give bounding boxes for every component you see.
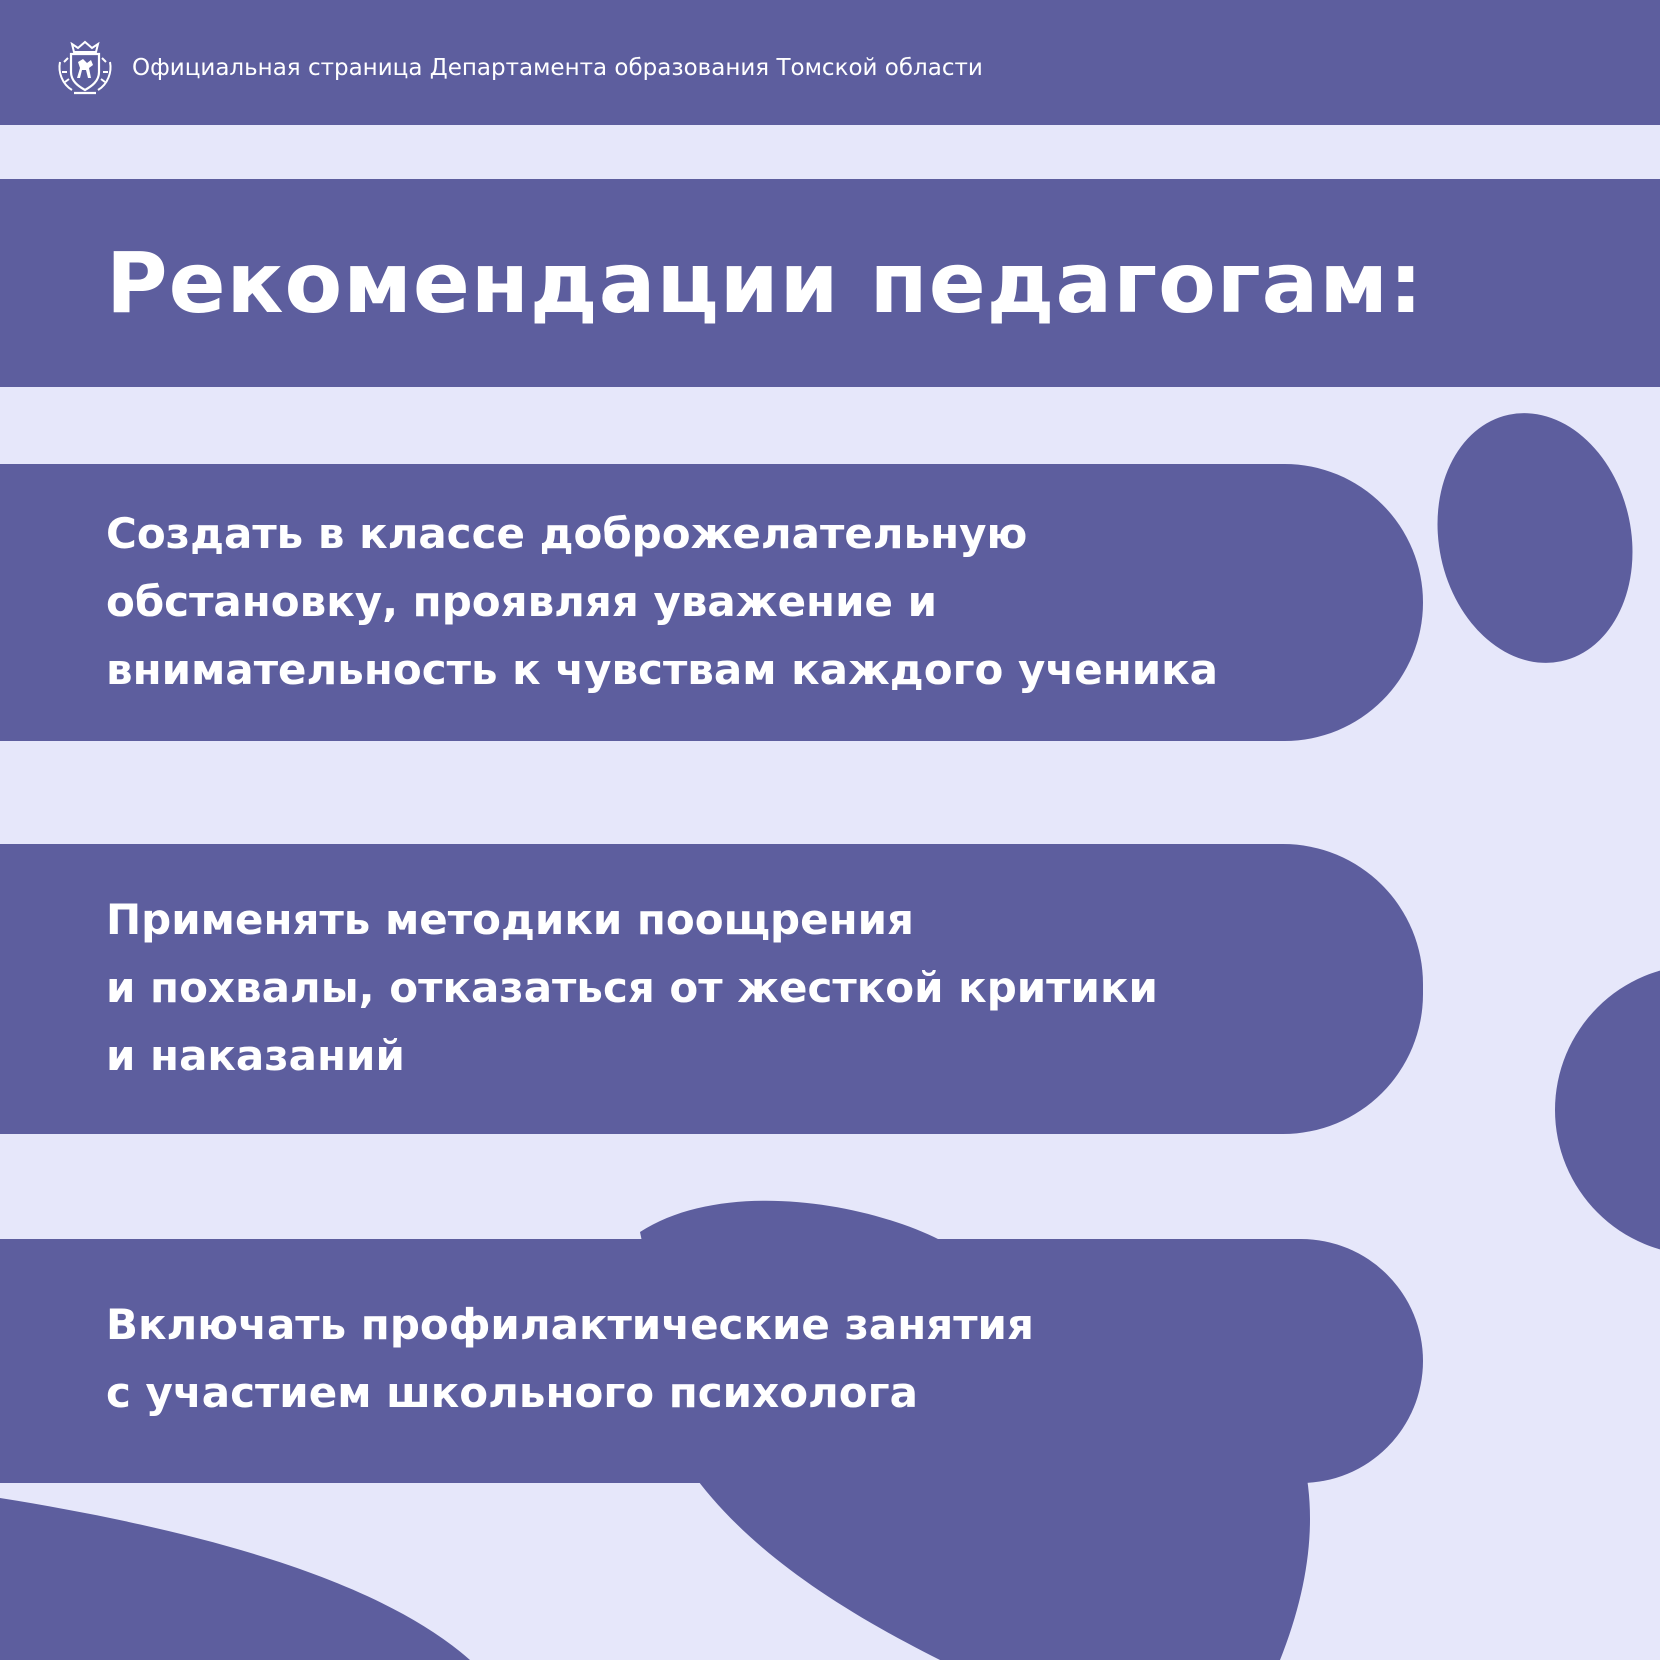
- header-bar: [0, 0, 1660, 125]
- title-band: [0, 179, 1660, 387]
- recommendation-card: [0, 844, 1423, 1134]
- tomsk-coat-of-arms-icon: [54, 38, 116, 100]
- recommendation-text: Создать в классе доброжелательную обстановку, проявляя уважение и внимательность к чувствам каждого ученика: [106, 509, 1218, 694]
- decor-blob-bottom-left: [0, 1498, 470, 1660]
- recommendation-card: [0, 1239, 1423, 1483]
- header-text: Официальная страница Департамента образования Томской области: [132, 55, 983, 81]
- recommendation-card: [0, 464, 1423, 741]
- recommendation-text: Применять методики поощрения и похвалы, отказаться от жесткой критики и наказаний: [106, 895, 1158, 1080]
- decor-circle-right-middle: [1555, 965, 1660, 1255]
- page-title: Рекомендации педагогам:: [106, 234, 1424, 332]
- decor-oval-right-top: [1415, 395, 1655, 681]
- recommendation-text: Включать профилактические занятия с участием школьного психолога: [106, 1300, 1034, 1417]
